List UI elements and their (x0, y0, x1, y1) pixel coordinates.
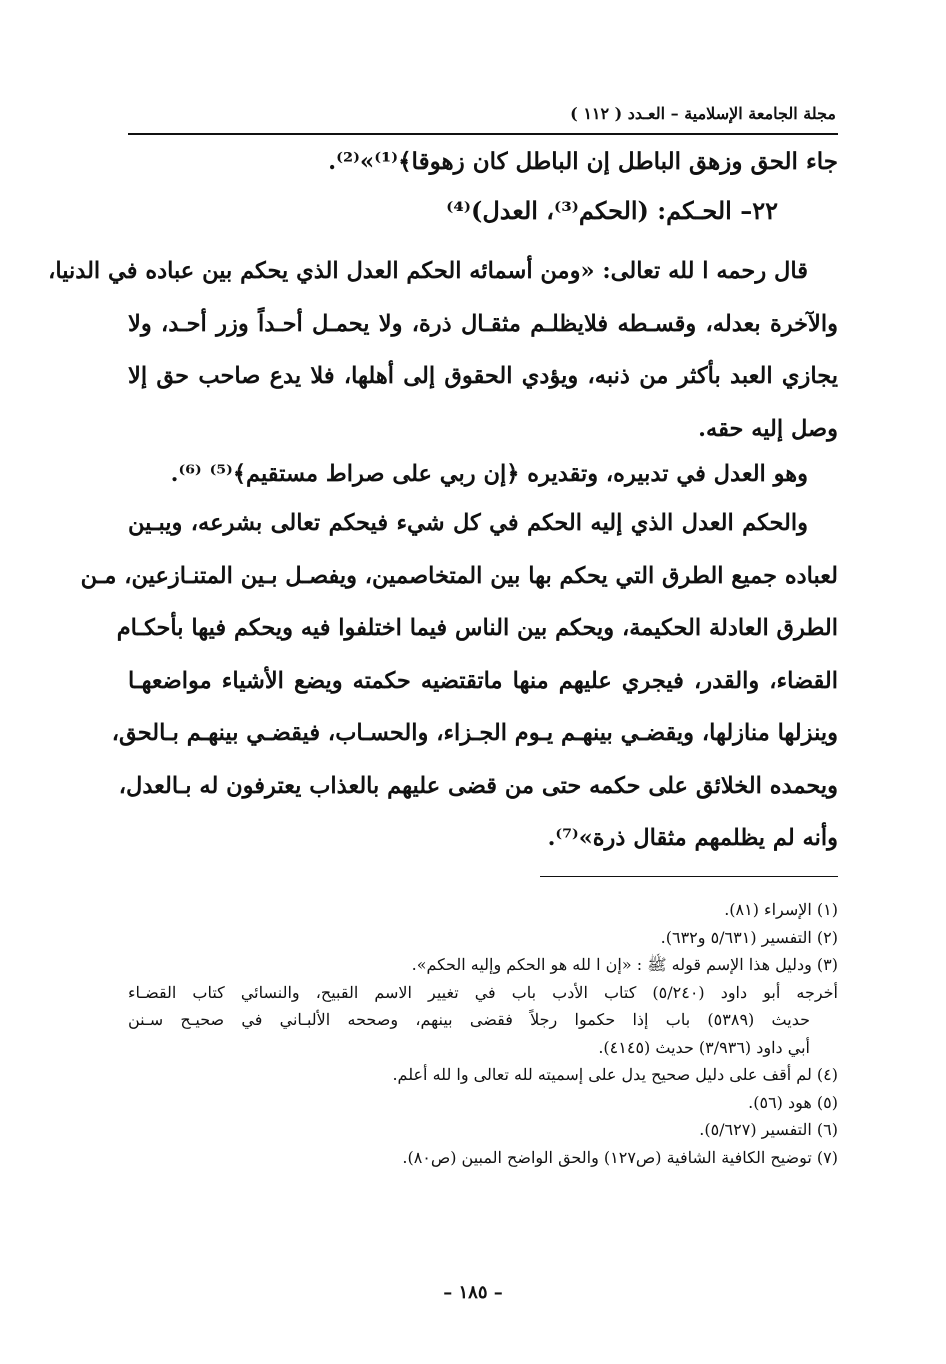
footnote: أخرجه أبو داود (٥/٢٤٠) كتاب الأدب باب في تغيير الاسم القبيح، والنسائي كتاب القضـاء (128, 982, 839, 1002)
paragraph-line: وأنه لم يظلمهم مثقال ذرة»⁽⁷⁾. (547, 825, 838, 851)
footnote: (٥) هود (٥٦). (748, 1092, 838, 1112)
paragraph-line: قال رحمه ا لله تعالى: «ومن أسمائه الحكم العدل الذي يحكم بين عباده في الدنيا، (48, 258, 808, 284)
paragraph-line: يجازي العبد بأكثر من ذنبه، ويؤدي الحقوق إلى أهلها، فلا يدع صاحب حق إلا (128, 363, 838, 389)
footnote: (٣) ودليل هذا الإسم قوله ﷺ : «إن ا لله هو الحكم وإليه الحكم». (411, 955, 838, 974)
section-heading: ٢٢– الحـكم: (الحكم⁽³⁾، العدل)⁽⁴⁾ (446, 196, 778, 225)
page-number: – ١٨٥ – (443, 1282, 503, 1303)
continued-quote-line: جاء الحق وزهق الباطل إن الباطل كان زهوقا﴾⁽¹⁾»⁽²⁾. (328, 148, 838, 175)
footnote-continuation: حديث (٥٣٨٩) باب إذا حكموا رجلاً فقضى بينهم، وصححه الألبـاني في صحيـح سـنن (128, 1010, 811, 1029)
paragraph-line: والحكم العدل الذي إليه الحكم في كل شيء فيحكم تعالى بشرعه، ويبـين (128, 510, 808, 536)
paragraph-line: وصل إليه حقه. (698, 415, 838, 442)
footnote-continuation: أبي داود (٣/٩٣٦) حديث (٤١٤٥). (598, 1037, 810, 1057)
paragraph-line: لعباده جميع الطرق التي يحكم بها بين المتخاصمين، ويفصـل بـين المتنـازعين، مـن (80, 562, 838, 589)
running-header: مجلة الجامعة الإسلامية – العـدد ( ١١٢ ) (570, 104, 836, 123)
footnotes (128, 896, 838, 1171)
header-rule (128, 133, 838, 135)
footnote: (٢) التفسير (٥/٦٣١ و٦٣٢). (660, 927, 838, 947)
paragraph-line: وينزلها منازلها، ويقضـي بينهـم يـوم الجـزاء، والحسـاب، فيقضـي بينهـم بـالحق، (111, 720, 838, 746)
paragraph-line: القضاء، والقدر، فيجري عليهم منها ماتقتضيه حكمته ويضع الأشياء مواضعهـا (128, 667, 838, 694)
paragraph-line: الطرق العادلة الحكيمة، ويحكم بين الناس فيما اختلفوا فيه ويحكم فيها بأحكـام (116, 615, 838, 641)
paragraph-3 (80, 497, 838, 865)
paragraph-line: ويحمده الخلائق على حكمه حتى من قضى عليهم بالعذاب يعترفون له بـالعدل، (118, 772, 838, 799)
paragraph-line: وهو العدل في تدبيره، وتقديره ﴿إن ربي على صراط مستقيم﴾⁽⁵⁾ ⁽⁶⁾. (170, 461, 808, 487)
footnote-separator (540, 876, 838, 877)
paragraph-2 (128, 448, 838, 501)
paragraph-1 (48, 245, 838, 455)
footnote: (٤) لم أقف على دليل صحيح يدل على إسميته لله تعالى وا لله أعلم. (392, 1065, 838, 1084)
footnote: (٦) التفسير (٥/٦٢٧). (699, 1120, 838, 1139)
footnote: (١) الإسراء (٨١). (724, 900, 838, 919)
footnote: (٧) توضيح الكافية الشافية (ص١٢٧) والحق الواضح المبين (ص٨٠). (402, 1147, 838, 1167)
paragraph-line: والآخرة بعدله، وقسـطه فلايظلـم مثقـال ذرة، ولا يحمـل أحـداً وزر أحـد، ولا (128, 310, 838, 337)
